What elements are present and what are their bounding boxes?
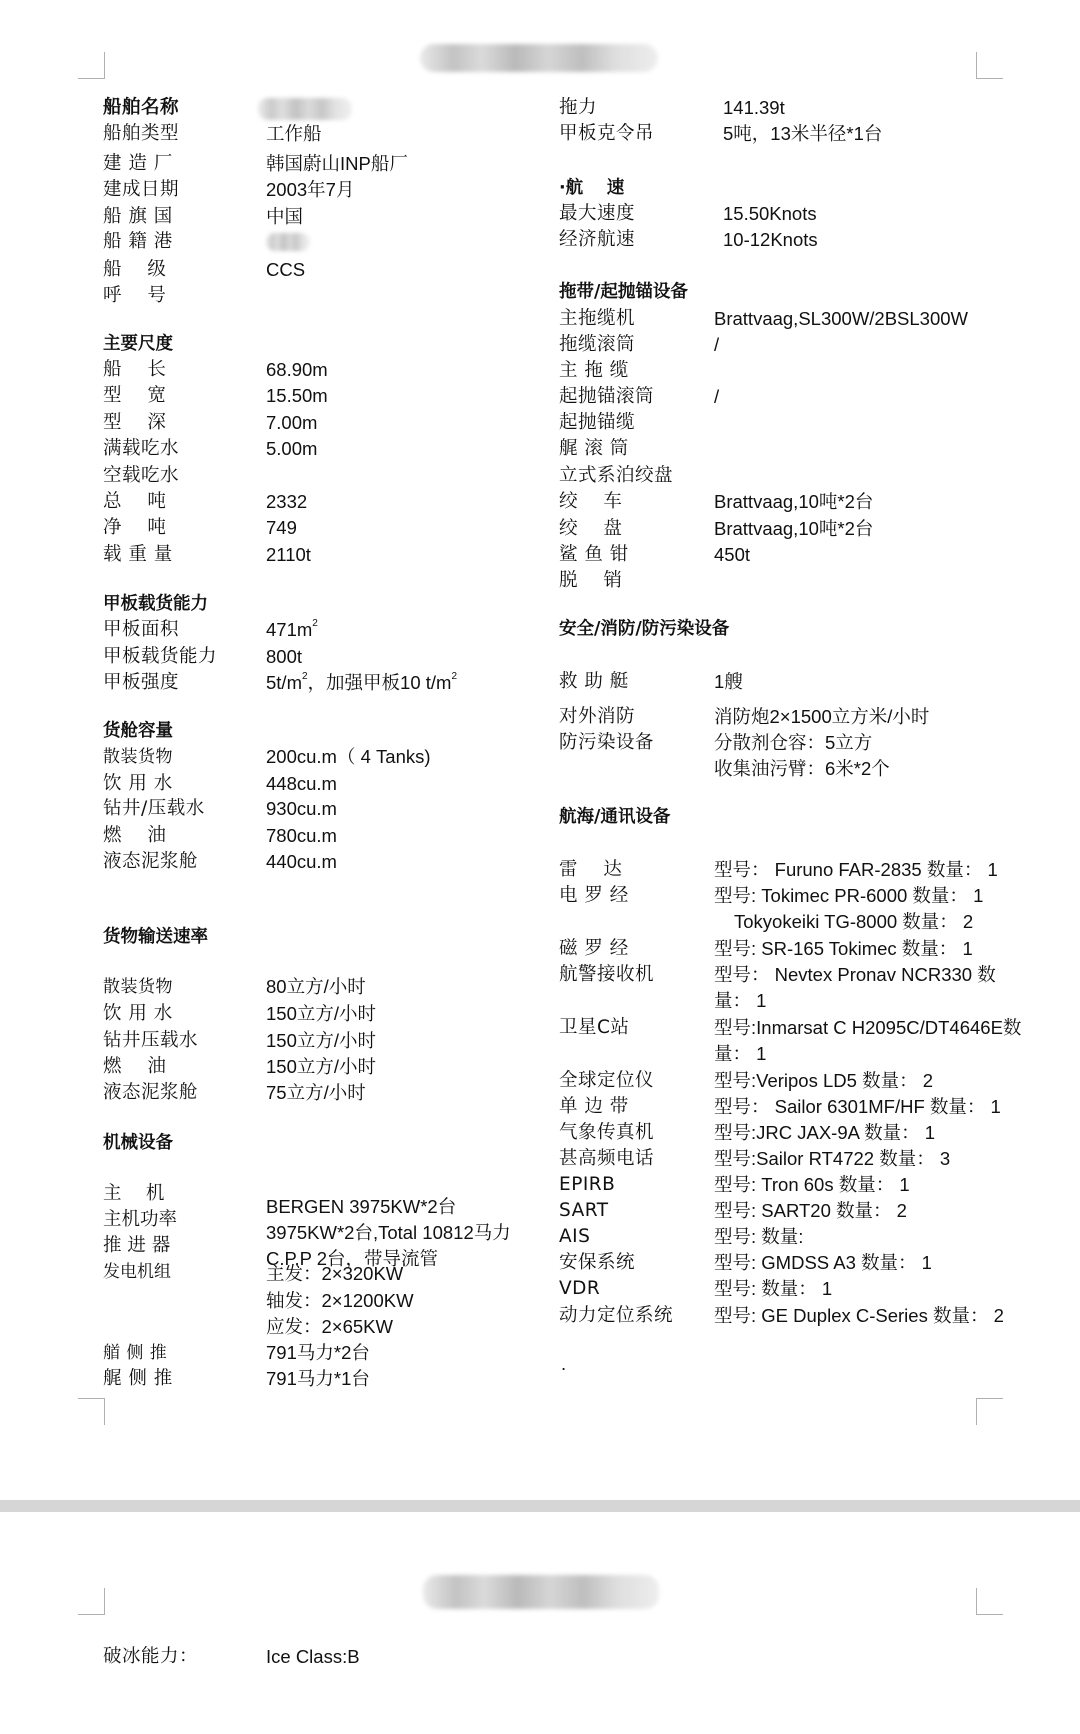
spec-label: 甲板面积 [103,619,180,640]
spec-row [103,1002,533,1026]
value-text: ，加强甲板10 t/m [307,672,452,693]
spec-label: 发电机组 [103,1262,171,1282]
spec-value: C.P.P 2台，带导流管 [266,1248,439,1269]
spec-row [559,705,999,729]
spec-value: 型号： Nevtex Pronav NCR330 数 [714,964,996,985]
spec-row [103,411,533,435]
spec-value: 791马力*1台 [266,1368,370,1389]
spec-label: 起抛锚滚筒 [559,386,655,407]
spec-label: 船舶类型 [103,123,180,144]
spec-value: 型号: GE Duplex C-Series 数量： 2 [714,1305,1004,1326]
trailing-dot: . [561,1353,567,1374]
spec-row [559,569,999,593]
spec-value: 930cu.m [266,798,337,819]
spec-label: 主 拖 缆 [559,360,629,381]
spec-value: BERGEN 3975KW*2台 [266,1196,457,1217]
spec-label: 电 罗 经 [559,885,629,906]
spec-row [559,517,999,541]
spec-row [103,230,533,254]
spec-value: 中国 [266,206,304,227]
spec-label: VDR [559,1278,601,1299]
spec-label: 饮 用 水 [103,773,173,794]
section-heading: 拖带/起抛锚设备 [559,282,688,302]
spec-value: 1艘 [714,671,743,692]
crop-mark-top-right [976,1588,1003,1615]
spec-value: 韩国蔚山INP船厂 [266,153,408,174]
spec-value: 75立方/小时 [266,1082,366,1103]
spec-row [103,797,533,821]
redacted-header [423,1575,659,1609]
spec-label: 建成日期 [103,179,180,200]
section-heading: ·航 速 [559,178,625,198]
spec-label: 甲板克令吊 [559,123,655,144]
spec-value [266,671,457,695]
spec-value: 5.00m [266,438,318,459]
section-heading: 主要尺度 [103,334,173,354]
spec-row [559,1173,1019,1197]
spec-row [103,178,533,202]
spec-row [559,1121,1019,1145]
superscript: 2 [301,671,308,682]
spec-row [559,490,999,514]
spec-value: 型号:Sailor RT4722 数量： 3 [714,1148,951,1169]
spec-row [559,333,999,357]
spec-value: 150立方/小时 [266,1030,377,1051]
spec-row [103,490,533,514]
spec-value: 15.50m [266,385,328,406]
spec-label: 船 级 [103,259,167,280]
redacted-port [266,233,310,251]
spec-value: 150立方/小时 [266,1003,377,1024]
spec-value: 200cu.m（ 4 Tanks) [266,746,431,767]
value-text: 5t/m [266,672,302,693]
spec-label: 安保系统 [559,1252,636,1273]
spec-row [559,464,999,488]
spec-value: Brattvaag,10吨*2台 [714,518,874,539]
spec-label: SART [559,1200,609,1221]
spec-label: 钻井压载水 [103,1030,199,1051]
spec-label: 甚高频电话 [559,1148,655,1169]
spec-label: 气象传真机 [559,1122,655,1143]
spec-value: Brattvaag,SL300W/2BSL300W [714,308,969,329]
spec-value: 型号： Sailor 6301MF/HF 数量： 1 [714,1096,1001,1117]
spec-row [559,1069,1019,1093]
spec-value: 收集油污臂：6米*2个 [714,758,890,779]
spec-value: 型号: SR-165 Tokimec 数量： 1 [714,938,973,959]
spec-label: 甲板强度 [103,672,180,693]
page-separator [0,1500,1080,1512]
spec-value: 5吨，13米半径*1台 [723,123,883,144]
spec-row [103,152,533,176]
spec-value: 型号: Tron 60s 数量： 1 [714,1174,910,1195]
spec-label: 呼 号 [103,285,167,306]
spec-label: 散装货物 [103,977,173,997]
spec-value: 150立方/小时 [266,1056,377,1077]
spec-row [103,745,533,769]
superscript: 2 [312,618,318,629]
spec-value: 型号: SART20 数量： 2 [714,1200,907,1221]
spec-row [103,1055,533,1079]
spec-row [559,359,999,383]
spec-row [103,284,533,308]
spec-row [559,543,999,567]
spec-value: 型号: 数量: [714,1226,804,1247]
section-heading: 甲板载货能力 [103,594,208,614]
spec-row [559,437,999,461]
spec-row [559,1147,1019,1171]
spec-value: 2003年7月 [266,179,355,200]
spec-label: EPIRB [559,1174,616,1195]
spec-label: 最大速度 [559,203,636,224]
value-text: 471m [266,619,313,640]
section-heading: 航海/通讯设备 [559,807,671,827]
spec-row [103,824,533,848]
spec-value: 消防炮2×1500立方米/小时 [714,706,930,727]
spec-label: 单 边 带 [559,1096,629,1117]
spec-label: 船 旗 国 [103,206,173,227]
section-heading: 安全/消防/防污染设备 [559,619,730,639]
spec-row [559,307,999,331]
spec-row [559,858,1019,882]
section-heading: 货物输送速率 [103,927,208,947]
spec-label: 燃 油 [103,1056,167,1077]
spec-label: AIS [559,1226,591,1247]
spec-label: 船 长 [103,359,167,380]
crop-mark-top-right [976,52,1003,79]
section-heading: 货舱容量 [103,721,173,741]
spec-label: 起抛锚缆 [559,412,636,433]
spec-label: 船 籍 港 [103,231,173,252]
spec-value: CCS [266,259,306,280]
spec-row [103,437,533,461]
spec-label: 脱 销 [559,570,623,591]
spec-value: 分散剂仓容：5立方 [714,732,873,753]
spec-row [103,122,533,146]
spec-value: 工作船 [266,123,322,144]
superscript: 2 [451,671,458,682]
crop-mark-bottom-left [78,1398,105,1425]
spec-label: 艉 侧 推 [103,1368,173,1389]
crop-mark-bottom-right [976,1398,1003,1425]
redacted-ship-name [258,98,352,120]
spec-row [103,1645,533,1669]
spec-value: 量： 1 [714,1043,767,1064]
spec-label: 主机功率 [103,1209,178,1230]
spec-label: 救 助 艇 [559,671,629,692]
spec-value: 141.39t [723,97,785,118]
spec-value: 3975KW*2台,Total 10812马力 [266,1222,511,1243]
spec-row [103,384,533,408]
spec-row [103,1029,533,1053]
spec-row [559,1199,1019,1223]
spec-row [103,1081,533,1105]
spec-row [559,1095,1019,1119]
spec-row [559,122,999,146]
spec-value: Tokyokeiki TG-8000 数量： 2 [734,911,974,932]
spec-row [103,671,533,695]
spec-row [559,731,999,755]
redacted-header [420,44,658,72]
spec-label: 拖力 [559,97,598,118]
spec-row [559,963,1019,987]
spec-value: 450t [714,544,751,565]
spec-label: 船舶名称 [103,97,180,118]
spec-value: 80立方/小时 [266,976,366,997]
spec-label: 型 深 [103,412,167,433]
spec-label: 推 进 器 [103,1235,171,1256]
spec-row [559,385,999,409]
spec-label: 饮 用 水 [103,1003,173,1024]
spec-value: 型号: GMDSS A3 数量： 1 [714,1252,932,1273]
spec-value: / [714,334,720,355]
spec-value: 型号： Furuno FAR-2835 数量： 1 [714,859,998,880]
spec-label: 液态泥浆舱 [103,851,199,872]
spec-row [559,1016,1022,1040]
spec-label: 航警接收机 [559,964,655,985]
spec-row [103,464,533,488]
spec-label: 散装货物 [103,747,173,767]
spec-value: 型号:JRC JAX-9A 数量： 1 [714,1122,936,1143]
spec-value: 448cu.m [266,773,337,794]
spec-value: 15.50Knots [723,203,817,224]
spec-row [103,543,533,567]
spec-label: 绞 车 [559,491,623,512]
spec-row [559,228,999,252]
spec-row [103,975,533,999]
spec-row [559,1304,1019,1328]
spec-row [103,645,533,669]
spec-row [103,358,533,382]
spec-label: 主 机 [103,1183,165,1204]
spec-value: 型号: 数量： 1 [714,1278,833,1299]
crop-mark-top-left [78,52,105,79]
spec-label: 满载吃水 [103,438,180,459]
spec-label: 鲨 鱼 钳 [559,544,629,565]
spec-label: 空载吃水 [103,465,180,486]
spec-label: 防污染设备 [559,732,655,753]
spec-value: 10-12Knots [723,229,818,250]
spec-value: 7.00m [266,412,318,433]
spec-label: 艏 侧 推 [103,1343,168,1363]
spec-label: 全球定位仪 [559,1070,655,1091]
spec-row [103,618,533,642]
spec-value [266,618,318,642]
spec-row [559,411,999,435]
spec-value: 应发：2×65KW [266,1316,393,1337]
spec-label: 磁 罗 经 [559,938,629,959]
spec-label: 燃 油 [103,825,167,846]
spec-label: 型 宽 [103,385,167,406]
spec-value: 量： 1 [714,990,767,1011]
spec-label: 总 吨 [103,491,167,512]
spec-row [559,937,1019,961]
spec-value: 68.90m [266,359,328,380]
spec-value: 型号: Tokimec PR-6000 数量： 1 [714,885,984,906]
spec-label: 液态泥浆舱 [103,1082,199,1103]
spec-label: 卫星C站 [559,1017,630,1038]
spec-row [103,205,533,229]
spec-row [559,96,999,120]
section-heading: 机械设备 [103,1133,173,1153]
spec-value: 780cu.m [266,825,337,846]
spec-label: 钻井/压载水 [103,798,205,819]
spec-label: 拖缆滚筒 [559,334,636,355]
spec-label: 主拖缆机 [559,308,636,329]
spec-row [103,1341,533,1365]
spec-row [559,202,999,226]
spec-value: 440cu.m [266,851,337,872]
spec-label: 绞 盘 [559,518,623,539]
spec-value: 型号:Veripos LD5 数量： 2 [714,1070,933,1091]
crop-mark-top-left [78,1588,105,1615]
spec-label: 动力定位系统 [559,1305,674,1326]
spec-row [559,1225,1019,1249]
spec-label: 经济航速 [559,229,636,250]
document-page-2 [0,1512,1080,1734]
spec-value: 2110t [266,544,311,565]
spec-label: 艉 滚 筒 [559,438,629,459]
spec-value: Brattvaag,10吨*2台 [714,491,874,512]
spec-value: Ice Class:B [266,1646,360,1667]
spec-value: 主发：2×320KW [266,1263,404,1284]
spec-value: 749 [266,517,297,538]
spec-row [559,1251,1019,1275]
spec-label: 破冰能力： [103,1646,199,1667]
spec-value: 2332 [266,491,308,512]
spec-label: 甲板载货能力 [103,646,218,667]
spec-row [103,850,533,874]
spec-value: / [714,386,720,407]
spec-label: 雷 达 [559,859,623,880]
spec-value: 型号:Inmarsat C H2095C/DT4646E数 [714,1017,1022,1038]
spec-row [103,258,533,282]
spec-row [103,1367,533,1391]
spec-row [559,884,1019,908]
spec-label: 载 重 量 [103,544,173,565]
spec-row [559,1277,1019,1301]
spec-row [559,670,999,694]
spec-value: 800t [266,646,303,667]
spec-label: 建 造 厂 [103,153,173,174]
spec-label: 立式系泊绞盘 [559,465,674,486]
spec-value: 791马力*2台 [266,1342,370,1363]
spec-value: 轴发：2×1200KW [266,1290,414,1311]
spec-row [103,516,533,540]
spec-label: 净 吨 [103,517,167,538]
spec-label: 对外消防 [559,706,636,727]
spec-row [103,772,533,796]
